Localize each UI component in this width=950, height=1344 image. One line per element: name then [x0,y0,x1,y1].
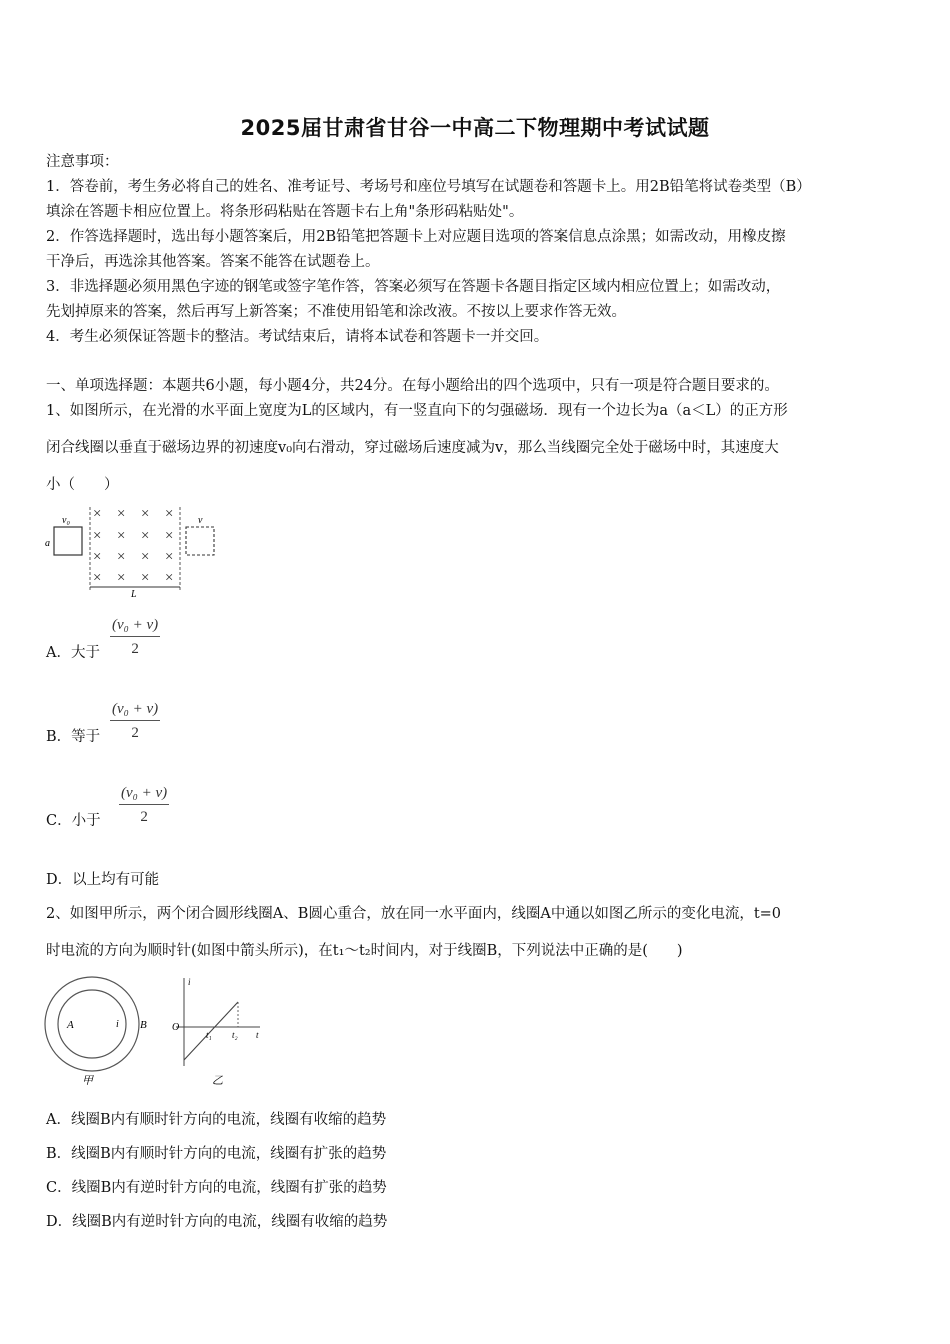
q2-figure-yi [168,974,268,1089]
q1-fraction-a [110,617,160,658]
notice-line-3a: 3．非选择题必须用黑色字迹的钢笔或签字笔作答，答案必须写在答题卡各题目指定区域内相应位置上；如需改动， [46,279,781,295]
label-coil-a: A [67,1019,74,1031]
cross: × [140,549,151,565]
cross: × [140,506,151,522]
q2-option-d[interactable]: D．线圈B内有逆时针方向的电流，线圈有收缩的趋势 [46,1214,388,1230]
label-t1: t₁ [206,1030,212,1040]
cross: × [116,570,127,586]
q1-figure [44,503,224,598]
q1-line-2: 闭合线圈以垂直于磁场边界的初速度v₀向右滑动，穿过磁场后速度减为v，那么当线圈完全处于磁场中时，其速度大 [46,440,779,456]
cross: × [116,506,127,522]
fraction-numerator: (v₀ + v) [110,701,160,721]
label-current-i: i [116,1019,119,1030]
coil-b [45,977,139,1071]
notice-line-4: 4．考生必须保证答题卡的整洁。考试结束后，请将本试卷和答题卡一并交回。 [46,329,549,345]
q1-fraction-c [119,785,169,826]
q2-line-1: 2、如图甲所示，两个闭合圆形线圈A、B圆心重合，放在同一水平面内，线圈A中通以如图乙所示的变化电流，t=0 [46,906,782,922]
label-axis-t: t [256,1030,259,1040]
q1-line-3: 小（ ） [46,477,119,493]
label-yi: 乙 [212,1075,223,1087]
cross: × [164,506,175,522]
fraction-denominator: 2 [131,725,139,741]
label-L: L [131,589,137,598]
fraction-denominator: 2 [140,809,148,825]
q1-option-d[interactable]: D．以上均有可能 [46,872,160,888]
q2-option-b[interactable]: B．线圈B内有顺时针方向的电流，线圈有扩张的趋势 [46,1146,387,1162]
notice-line-3b: 先划掉原来的答案，然后再写上新答案；不准使用铅笔和涂改液。不按以上要求作答无效。 [46,304,626,320]
label-axis-i: i [188,977,191,987]
q2-option-c[interactable]: C．线圈B内有逆时针方向的电流，线圈有扩张的趋势 [46,1180,387,1196]
coil-dashed-square [186,527,214,555]
page-title: 2025届甘肃省甘谷一中高二下物理期中考试试题 [240,116,710,140]
field-crosses [92,506,174,586]
q1-fraction-b [110,701,160,742]
q1-option-a[interactable]: A．大于 [46,645,100,661]
cross: × [164,549,175,565]
cross: × [164,528,175,544]
q2-line-2: 时电流的方向为顺时针(如图中箭头所示)，在t₁～t₂时间内，对于线圈B，下列说法中正确的是( ) [46,943,683,959]
label-a: a [45,538,50,549]
cross: × [92,570,103,586]
cross: × [140,528,151,544]
label-v: v [198,515,203,526]
fraction-numerator: (v₀ + v) [119,785,169,805]
label-v0: v₀ [62,515,70,526]
fraction-numerator: (v₀ + v) [110,617,160,637]
section-heading: 一、单项选择题：本题共6小题，每小题4分，共24分。在每小题给出的四个选项中，只有一项是符合题目要求的。 [46,378,779,394]
label-origin: O [172,1022,180,1033]
notice-line-1a: 1．答卷前，考生务必将自己的姓名、准考证号、考场号和座位号填写在试题卷和答题卡上。用2B铅笔将试卷类型（B） [46,179,811,195]
label-coil-b: B [140,1019,147,1031]
cross: × [116,549,127,565]
q2-figure-jia [42,974,160,1086]
q1-option-c[interactable]: C．小于 [46,813,101,829]
q1-option-b[interactable]: B．等于 [46,729,101,745]
cross: × [164,570,175,586]
cross: × [116,528,127,544]
cross: × [92,506,103,522]
cross: × [140,570,151,586]
cross: × [92,528,103,544]
notice-line-2a: 2．作答选择题时，选出每小题答案后，用2B铅笔把答题卡上对应题目选项的答案信息点涂黑；如需改动，用橡皮擦 [46,229,786,245]
notice-line-1b: 填涂在答题卡相应位置上。将条形码粘贴在答题卡右上角"条形码粘贴处"。 [46,204,524,220]
q2-option-a[interactable]: A．线圈B内有顺时针方向的电流，线圈有收缩的趋势 [46,1112,387,1128]
coil-square [54,527,82,555]
q1-line-1: 1、如图所示，在光滑的水平面上宽度为L的区域内，有一竖直向下的匀强磁场．现有一个边长为a（a＜L）的正方形 [46,403,788,419]
notice-line-2b: 干净后，再选涂其他答案。答案不能答在试题卷上。 [46,254,380,270]
fraction-denominator: 2 [131,641,139,657]
label-t2: t₂ [232,1030,238,1040]
label-jia: 甲 [82,1075,93,1086]
notice-heading: 注意事项： [46,154,119,170]
cross: × [92,549,103,565]
